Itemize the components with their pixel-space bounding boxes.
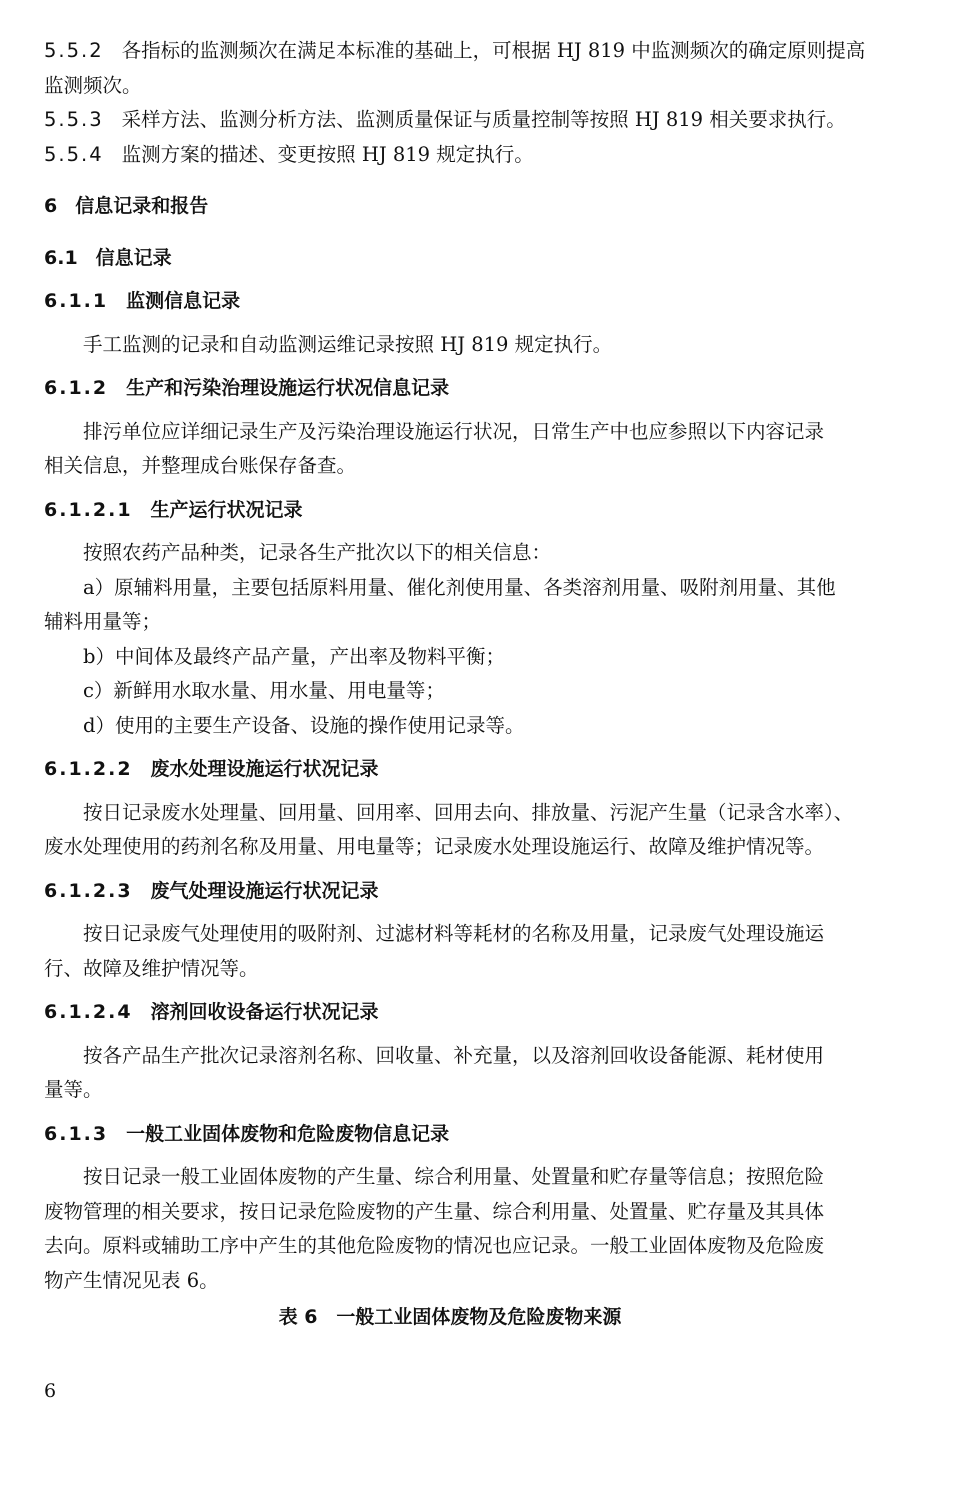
paragraph-line: 去向。原料或辅助工序中产生的其他危险废物的情况也应记录。一般工业固体废物及危险废: [44, 1234, 825, 1257]
clause-5-5-4: [44, 138, 856, 173]
paragraph-line: 排污单位应详细记录生产及污染治理设施运行状况，日常生产中也应参照以下内容记录: [83, 419, 825, 443]
section-heading-6-1-2: [44, 371, 856, 406]
heading-title: 生产和污染治理设施运行状况信息记录: [126, 377, 450, 399]
page-number: 6: [44, 1380, 57, 1402]
heading-title: 一般工业固体废物和危险废物信息记录: [126, 1122, 450, 1145]
clause-5-5-3: [44, 103, 856, 138]
clause-text: 采样方法、监测分析方法、监测质量保证与质量控制等按照 HJ 819 相关要求执行。: [121, 108, 846, 131]
paragraph-line: 物产生情况见表 6。: [44, 1268, 219, 1292]
heading-number: 6: [44, 195, 58, 217]
clause-continuation: 监测频次。: [44, 73, 142, 97]
heading-number: 6.1.2.3: [44, 879, 133, 902]
section-heading-6: [44, 189, 856, 224]
heading-number: 6.1.1: [44, 290, 109, 312]
heading-title: 溶剂回收设备运行状况记录: [150, 1001, 379, 1023]
paragraph-line: 废物管理的相关要求，按日记录危险废物的产生量、综合利用量、处置量、贮存量及其具体: [44, 1199, 825, 1223]
heading-title: 信息记录: [95, 246, 172, 269]
heading-title: 生产运行状况记录: [150, 498, 303, 521]
heading-number: 6.1.2.2: [44, 758, 133, 780]
paragraph: 手工监测的记录和自动监测运维记录按照 HJ 819 规定执行。: [83, 332, 613, 356]
paragraph-line: 按各产品生产批次记录溶剂名称、回收量、补充量，以及溶剂回收设备能源、耗材使用: [83, 1043, 825, 1067]
clause-number: 5.5.3: [44, 108, 104, 131]
paragraph-line: 行、故障及维护情况等。: [44, 956, 259, 980]
section-heading-6-1-2-1: [44, 493, 856, 528]
heading-title: 废水处理设施运行状况记录: [150, 758, 379, 780]
heading-number: 6.1: [44, 246, 78, 269]
heading-title: 信息记录和报告: [75, 195, 209, 217]
clause-number: 5.5.2: [44, 39, 104, 62]
paragraph-line: 按日记录废水处理量、回用量、回用率、回用去向、排放量、污泥产生量（记录含水率）、: [83, 800, 854, 824]
paragraph-line: 量等。: [44, 1078, 103, 1101]
section-heading-6-1-2-2: [44, 752, 856, 787]
paragraph-line: 按日记录废气处理使用的吸附剂、过滤材料等耗材的名称及用量，记录废气处理设施运: [83, 922, 825, 945]
paragraph-line: 相关信息，并整理成台账保存备查。: [44, 454, 357, 477]
section-heading-6-1: [44, 241, 856, 276]
list-item-a: a）原辅料用量，主要包括原料用量、催化剂使用量、各类溶剂用量、吸附剂用量、其他: [83, 575, 836, 599]
paragraph-line: 按日记录一般工业固体废物的产生量、综合利用量、处置量和贮存量等信息；按照危险: [83, 1165, 825, 1188]
heading-number: 6.1.3: [44, 1122, 109, 1145]
list-item-d: d）使用的主要生产设备、设施的操作使用记录等。: [83, 713, 525, 737]
paragraph-line: 废水处理使用的药剂名称及用量、用电量等；记录废水处理设施运行、故障及维护情况等。: [44, 835, 825, 858]
section-heading-6-1-1: [44, 284, 856, 319]
list-item-a-continuation: 辅料用量等；: [44, 610, 162, 633]
list-item-b: b）中间体及最终产品产量，产出率及物料平衡；: [83, 644, 505, 668]
heading-number: 6.1.2: [44, 377, 109, 399]
heading-number: 6.1.2.1: [44, 498, 133, 521]
clause-text: 监测方案的描述、变更按照 HJ 819 规定执行。: [121, 142, 534, 166]
table-title: 表 6 一般工业固体废物及危险废物来源: [278, 1306, 622, 1328]
document-page: [44, 34, 866, 1335]
paragraph: 按照农药产品种类，记录各生产批次以下的相关信息：: [83, 541, 552, 564]
clause-5-5-2: [44, 34, 866, 69]
list-item-c: c）新鲜用水取水量、用水量、用电量等；: [83, 679, 445, 702]
heading-title: 废气处理设施运行状况记录: [150, 879, 379, 902]
section-heading-6-1-3: [44, 1117, 856, 1152]
section-heading-6-1-2-4: [44, 995, 856, 1030]
clause-text: 各指标的监测频次在满足本标准的基础上，可根据 HJ 819 中监测频次的确定原则提高: [121, 39, 866, 62]
clause-number: 5.5.4: [44, 142, 104, 166]
heading-number: 6.1.2.4: [44, 1001, 133, 1023]
section-heading-6-1-2-3: [44, 874, 856, 909]
heading-title: 监测信息记录: [126, 290, 241, 312]
